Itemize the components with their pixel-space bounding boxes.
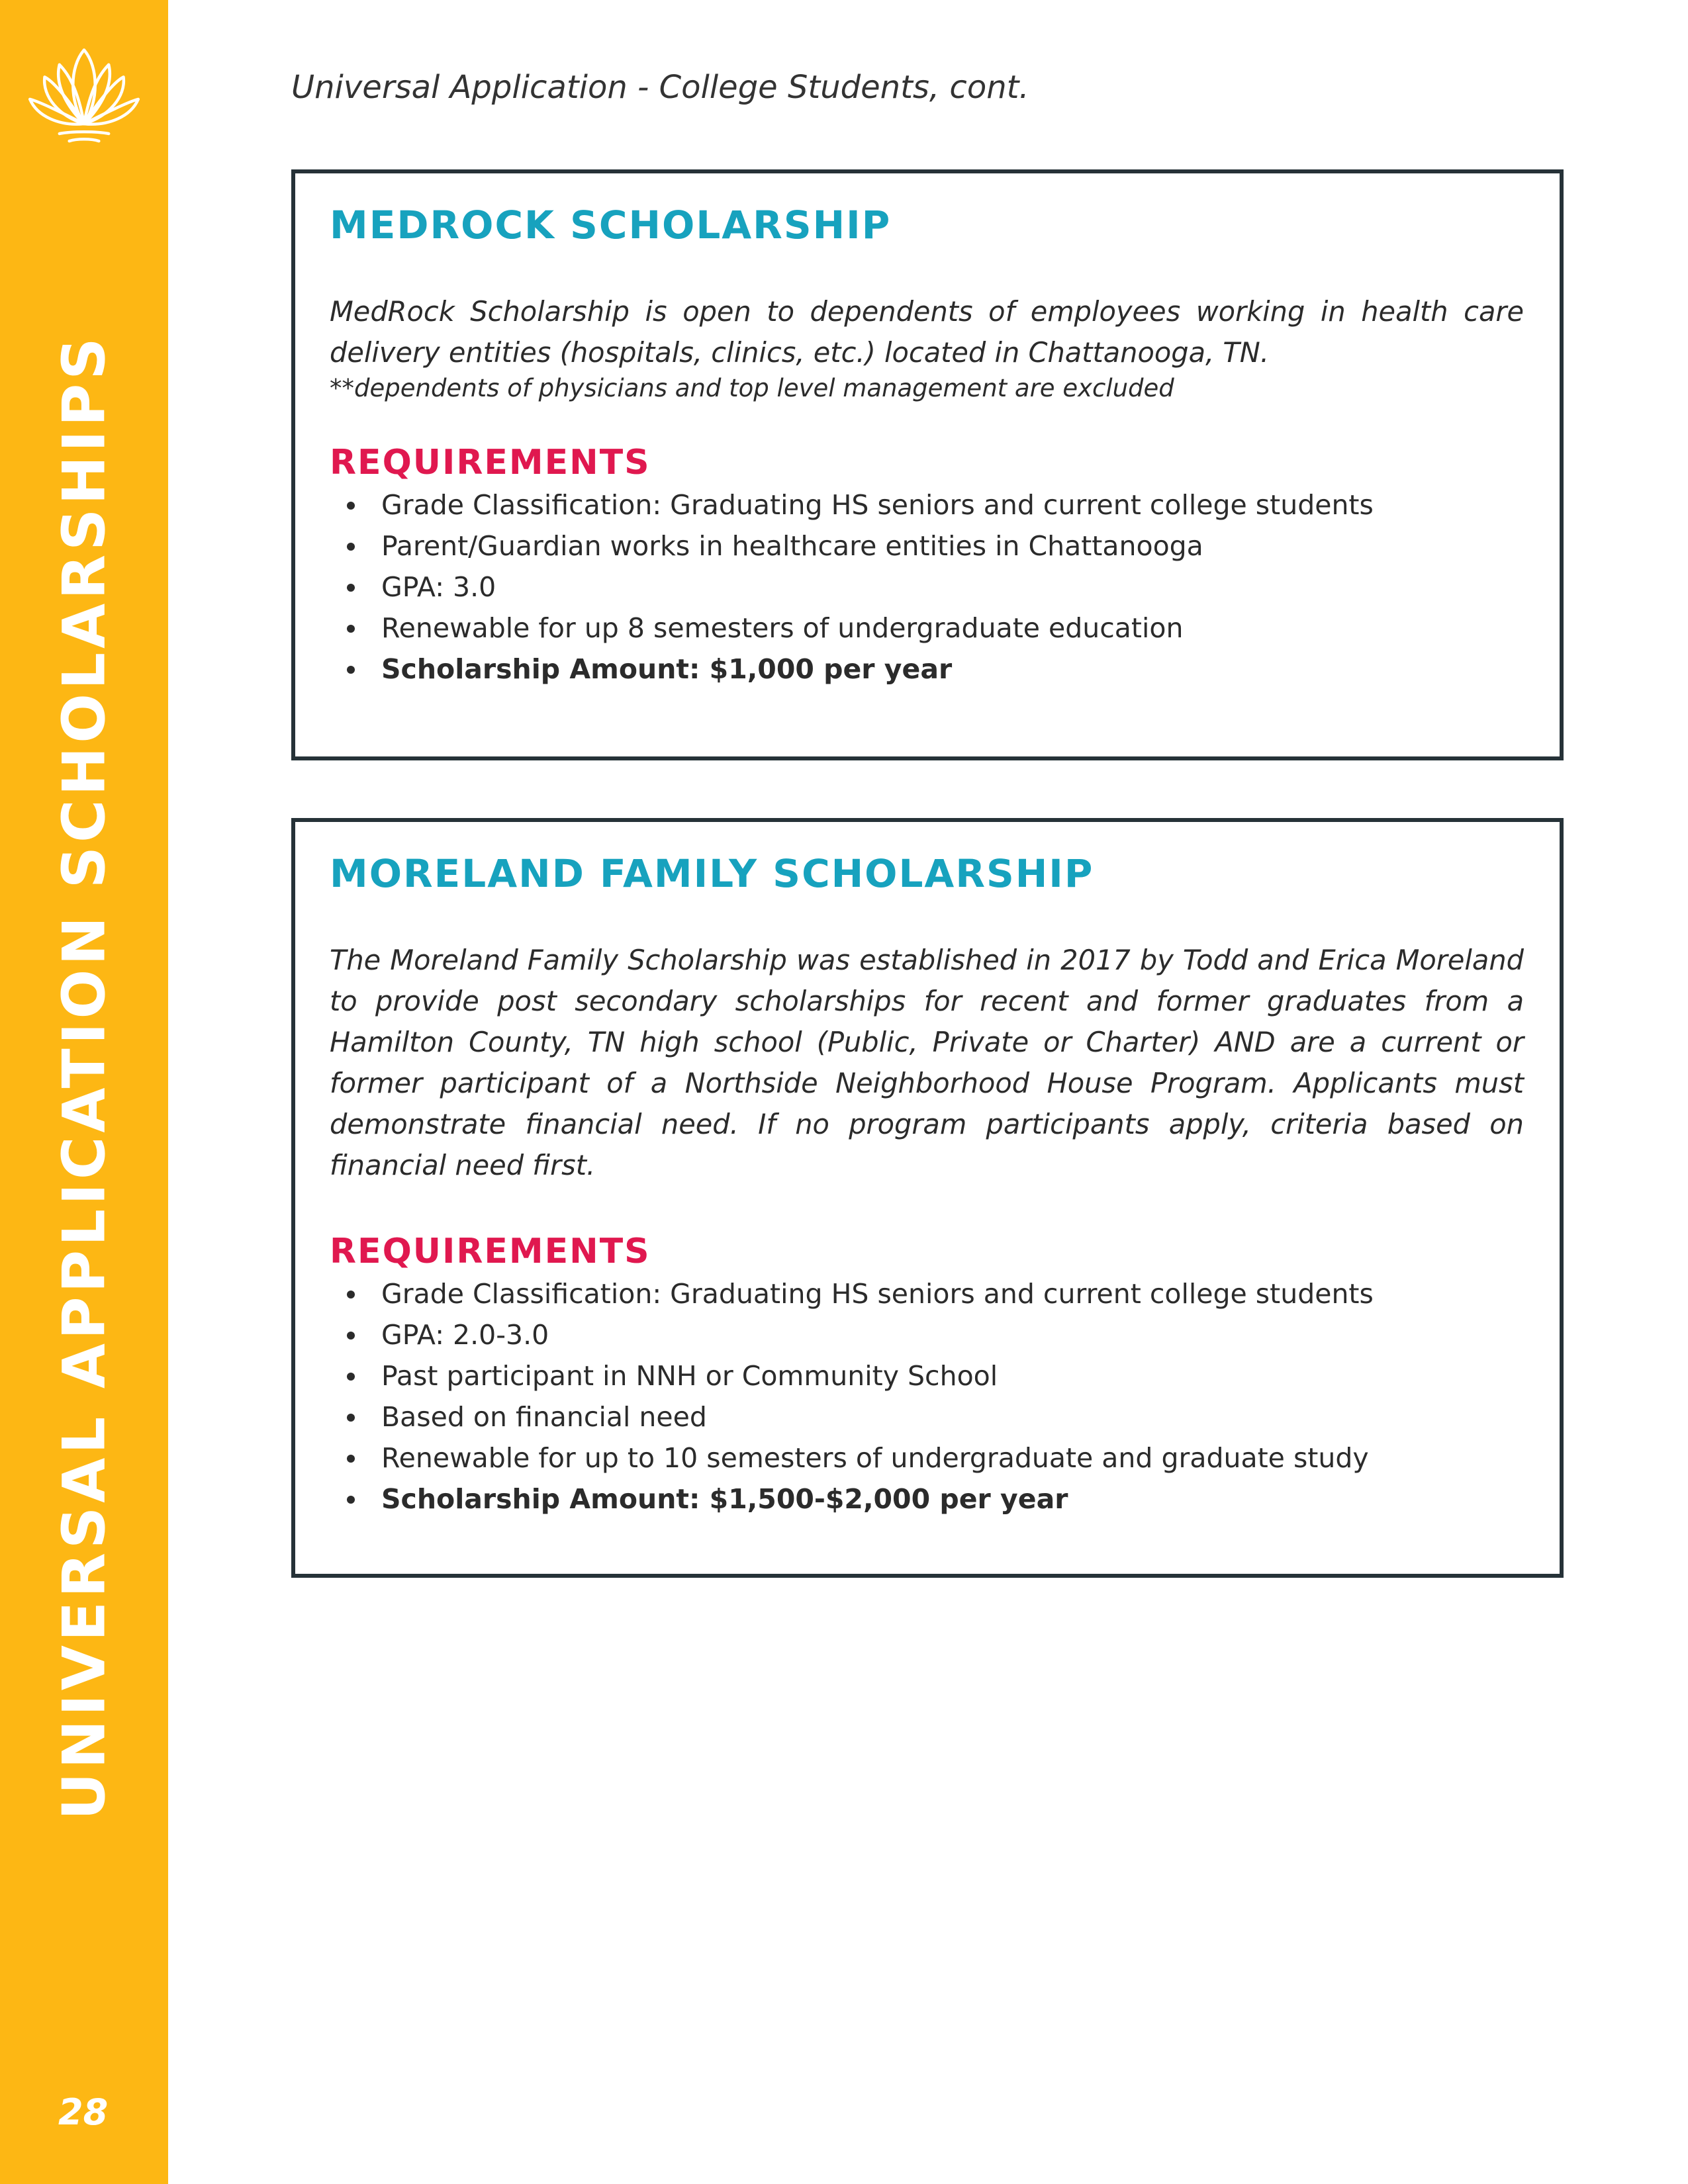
card-title: MORELAND FAMILY SCHOLARSHIP (330, 851, 1094, 896)
moreland-family-scholarship-card (291, 818, 1564, 1578)
requirements-list (330, 484, 1524, 690)
scholarship-amount: Scholarship Amount: $1,500-$2,000 per year (330, 1479, 1524, 1520)
requirements-heading: REQUIREMENTS (330, 1231, 651, 1271)
page-number: 28 (58, 2091, 109, 2133)
card-title: MEDROCK SCHOLARSHIP (330, 203, 892, 248)
requirement-item: Grade Classification: Graduating HS seniors and current college students (330, 484, 1524, 525)
card-description: MedRock Scholarship is open to dependents of employees working in health care delivery entities (hospitals, clinics, etc.) located in Chattanooga, TN. (330, 295, 1524, 369)
lotus-flower-icon (23, 28, 146, 151)
requirement-item: Parent/Guardian works in healthcare entities in Chattanooga (330, 525, 1524, 567)
requirement-item: GPA: 3.0 (330, 567, 1524, 608)
scholarship-amount: Scholarship Amount: $1,000 per year (330, 649, 1524, 690)
requirements-list (330, 1273, 1524, 1520)
sidebar-title: UNIVERSAL APPLICATION SCHOLARSHIPS (50, 334, 118, 1820)
requirement-item: Renewable for up to 10 semesters of undergraduate and graduate study (330, 1437, 1524, 1479)
card-note: **dependents of physicians and top level management are excluded (330, 373, 1174, 402)
card-description: The Moreland Family Scholarship was established in 2017 by Todd and Erica Moreland to provide post secondary scholarships for recent and former graduates from a Hamilton County, TN high school (Public, Private or Charter) AND are a current or former participant of a Northside Neighborhood House Program. Applicants must demonstrate financial need. If no program participants apply, criteria based on financial need first. (330, 943, 1524, 1181)
requirement-item: GPA: 2.0-3.0 (330, 1314, 1524, 1355)
requirements-heading: REQUIREMENTS (330, 442, 651, 482)
medrock-scholarship-card (291, 169, 1564, 760)
page-subtitle: Universal Application - College Students, cont. (291, 69, 1029, 106)
requirement-item: Based on financial need (330, 1396, 1524, 1437)
requirement-item: Past participant in NNH or Community School (330, 1355, 1524, 1396)
requirement-item: Grade Classification: Graduating HS seniors and current college students (330, 1273, 1524, 1314)
sidebar (0, 0, 168, 2184)
requirement-item: Renewable for up 8 semesters of undergraduate education (330, 608, 1524, 649)
